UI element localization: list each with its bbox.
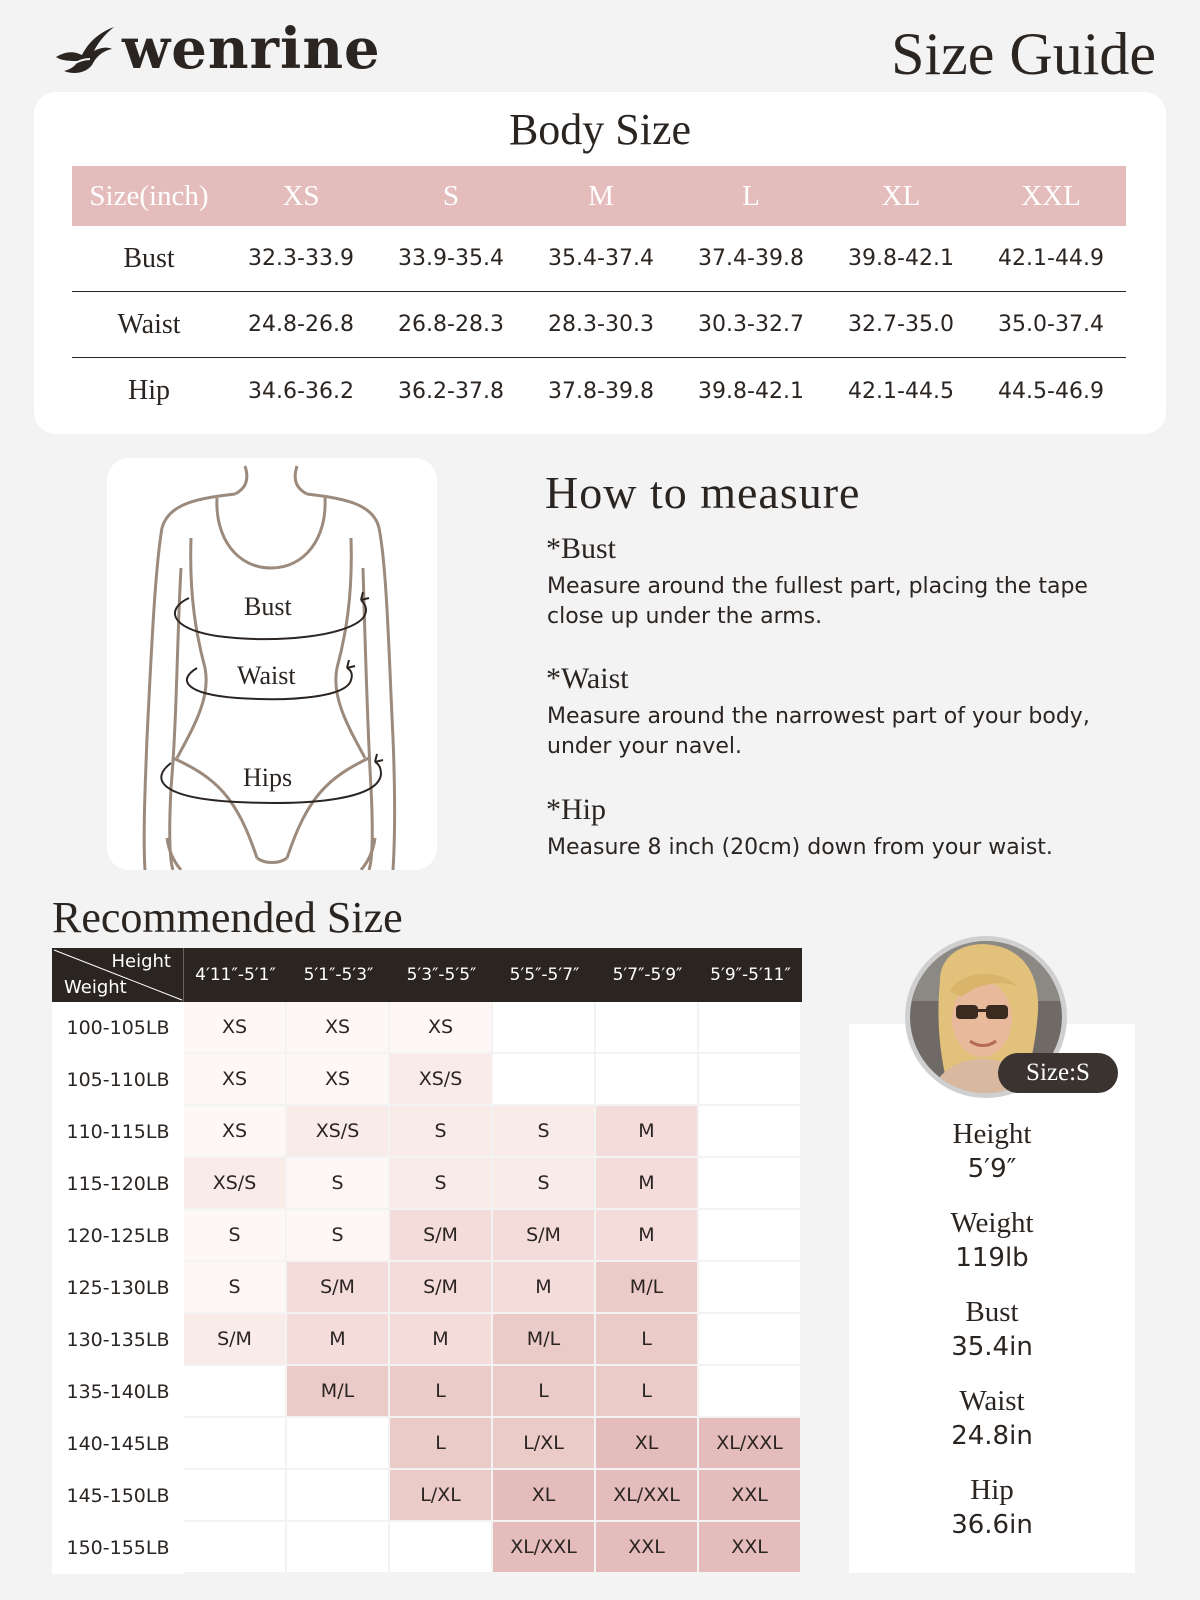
model-stat-height <box>849 1116 1135 1186</box>
weight-label: 105-110LB <box>66 1069 170 1091</box>
size-cell <box>287 1522 390 1574</box>
table-row <box>72 226 1126 292</box>
size-cell: S/M <box>493 1210 596 1262</box>
table-row <box>72 292 1126 358</box>
waist-instruction: Measure around the narrowest part of your body, under your navel. <box>547 704 1090 759</box>
size-cell: XL/XXL <box>699 1418 802 1470</box>
table-row <box>72 358 1126 424</box>
size-cell: XS <box>184 1002 287 1054</box>
size-cell: S <box>287 1210 390 1262</box>
size-cell: M/L <box>287 1366 390 1418</box>
size-cell <box>699 1262 802 1314</box>
hip-instruction: Measure 8 inch (20cm) down from your waist. <box>547 835 1053 860</box>
size-cell: L <box>390 1366 493 1418</box>
header-cell: L <box>742 179 760 212</box>
size-cell: S/M <box>287 1262 390 1314</box>
bust-instruction: Measure around the fullest part, placing the tape close up under the arms. <box>547 574 1088 629</box>
size-cell <box>596 1002 699 1054</box>
table-cell: 33.9-35.4 <box>398 246 504 271</box>
size-cell: S/M <box>184 1314 287 1366</box>
size-cell: XS <box>184 1106 287 1158</box>
row-label: Waist <box>117 308 181 340</box>
recommended-table-body <box>52 1002 802 1574</box>
table-cell: 35.4-37.4 <box>548 246 654 271</box>
header-cell: XXL <box>1021 179 1081 212</box>
model-stat-hip <box>849 1472 1135 1542</box>
weight-label: 120-125LB <box>66 1225 170 1247</box>
size-cell <box>699 1106 802 1158</box>
brand-name: wenrine <box>122 16 381 82</box>
height-header: 4′11″-5′1″ <box>195 965 276 985</box>
size-cell: M <box>287 1314 390 1366</box>
body-size-table <box>72 166 1126 424</box>
table-cell: 44.5-46.9 <box>998 378 1104 404</box>
size-cell: L/XL <box>493 1418 596 1470</box>
size-cell <box>699 1366 802 1418</box>
waist-heading: *Waist <box>546 662 629 695</box>
header-cell: S <box>442 179 460 212</box>
bust-heading: *Bust <box>546 532 617 565</box>
table-cell: 39.8-42.1 <box>848 246 954 271</box>
how-to-measure-title: How to measure <box>545 467 861 518</box>
weight-label: 145-150LB <box>66 1485 170 1507</box>
table-row <box>52 1210 802 1262</box>
table-cell: 26.8-28.3 <box>398 312 504 337</box>
recommended-size-title: Recommended Size <box>52 893 403 942</box>
size-cell <box>699 1054 802 1106</box>
stat-value: 119lb <box>955 1243 1029 1273</box>
size-cell: XL/XXL <box>596 1470 699 1522</box>
table-cell: 30.3-32.7 <box>698 312 804 337</box>
model-stat-waist <box>849 1383 1135 1453</box>
size-cell: S <box>287 1158 390 1210</box>
size-cell: M <box>596 1210 699 1262</box>
size-cell <box>287 1470 390 1522</box>
table-cell: 32.7-35.0 <box>848 312 954 337</box>
height-header: 5′5″-5′7″ <box>509 965 580 985</box>
page-title: Size Guide <box>891 21 1156 87</box>
stat-label: Waist <box>959 1385 1025 1417</box>
weight-label: 140-145LB <box>66 1433 170 1455</box>
table-cell: 34.6-36.2 <box>248 378 354 404</box>
size-cell: XL/XXL <box>493 1522 596 1574</box>
header-cell: M <box>588 179 614 212</box>
size-cell: S/M <box>390 1210 493 1262</box>
row-label: Hip <box>128 375 170 406</box>
size-cell: L <box>596 1314 699 1366</box>
body-size-card <box>34 92 1166 434</box>
size-cell: M/L <box>493 1314 596 1366</box>
size-cell: XL <box>596 1418 699 1470</box>
size-cell: S/M <box>390 1262 493 1314</box>
stat-value: 36.6in <box>951 1510 1033 1540</box>
weight-label: 150-155LB <box>66 1537 170 1559</box>
weight-label: 110-115LB <box>66 1121 170 1143</box>
stat-label: Bust <box>965 1296 1019 1328</box>
size-cell: XS <box>184 1054 287 1106</box>
table-cell: 35.0-37.4 <box>998 312 1104 337</box>
size-cell: L <box>596 1366 699 1418</box>
header-cell: XS <box>282 179 320 212</box>
stat-label: Weight <box>950 1207 1034 1239</box>
table-row <box>52 1262 802 1314</box>
table-cell: 37.8-39.8 <box>548 378 654 404</box>
size-cell: S <box>390 1106 493 1158</box>
recommended-size-table <box>52 948 802 1574</box>
size-cell: XS/S <box>287 1106 390 1158</box>
weight-label: 115-120LB <box>66 1173 170 1195</box>
size-cell <box>184 1522 287 1574</box>
brand-logo <box>52 14 381 84</box>
height-header: 5′1″-5′3″ <box>303 965 374 985</box>
table-row <box>52 1418 802 1470</box>
model-stat-bust <box>849 1294 1135 1364</box>
body-measure-figure <box>107 458 437 870</box>
body-size-header-row <box>72 166 1126 226</box>
weight-label: 100-105LB <box>66 1017 170 1039</box>
size-cell <box>699 1314 802 1366</box>
stat-value: 35.4in <box>951 1332 1033 1362</box>
size-cell: M <box>390 1314 493 1366</box>
size-cell: XS <box>287 1054 390 1106</box>
swallow-bird-icon <box>52 21 116 77</box>
header-cell: Size(inch) <box>89 179 209 212</box>
table-row <box>52 1366 802 1418</box>
table-cell: 42.1-44.9 <box>998 246 1104 271</box>
size-cell: XXL <box>596 1522 699 1574</box>
header-cell: XL <box>881 179 921 212</box>
hips-label: Hips <box>243 763 293 792</box>
height-header: 5′3″-5′5″ <box>406 965 477 985</box>
size-cell: S <box>493 1158 596 1210</box>
size-cell: M/L <box>596 1262 699 1314</box>
table-cell: 32.3-33.9 <box>248 246 354 271</box>
stat-value: 5′9″ <box>967 1154 1017 1184</box>
weight-axis-label: Weight <box>64 977 127 998</box>
size-cell: M <box>493 1262 596 1314</box>
bust-label: Bust <box>244 592 292 621</box>
recommended-header-row <box>52 948 802 1002</box>
size-cell <box>699 1158 802 1210</box>
weight-label: 135-140LB <box>66 1381 170 1403</box>
row-label: Bust <box>123 242 175 274</box>
size-cell <box>390 1522 493 1574</box>
size-cell: XS <box>287 1002 390 1054</box>
table-cell: 28.3-30.3 <box>548 312 654 337</box>
size-cell: XS/S <box>390 1054 493 1106</box>
size-cell: L <box>390 1418 493 1470</box>
size-cell: S <box>493 1106 596 1158</box>
table-cell: 37.4-39.8 <box>698 246 804 271</box>
stat-value: 24.8in <box>951 1421 1033 1451</box>
table-row <box>52 1314 802 1366</box>
table-row <box>52 1054 802 1106</box>
size-cell <box>596 1054 699 1106</box>
size-badge: Size:S <box>998 1053 1118 1093</box>
size-cell: M <box>596 1106 699 1158</box>
size-cell: L/XL <box>390 1470 493 1522</box>
table-row <box>52 1158 802 1210</box>
table-cell: 36.2-37.8 <box>398 378 504 404</box>
height-header: 5′9″-5′11″ <box>710 965 791 985</box>
table-corner <box>52 948 184 1002</box>
table-row <box>52 1106 802 1158</box>
size-cell: XL <box>493 1470 596 1522</box>
size-cell: M <box>596 1158 699 1210</box>
table-row <box>52 1470 802 1522</box>
weight-label: 125-130LB <box>66 1277 170 1299</box>
size-cell: XXL <box>699 1522 802 1574</box>
size-cell <box>699 1210 802 1262</box>
model-stat-weight <box>849 1205 1135 1275</box>
stat-label: Hip <box>970 1474 1014 1506</box>
size-cell: XXL <box>699 1470 802 1522</box>
table-row <box>52 1522 802 1574</box>
size-cell: S <box>184 1210 287 1262</box>
body-size-title: Body Size <box>508 105 692 154</box>
size-cell <box>493 1002 596 1054</box>
size-cell <box>287 1418 390 1470</box>
weight-label: 130-135LB <box>66 1329 170 1351</box>
table-cell: 42.1-44.5 <box>848 378 954 404</box>
size-cell <box>493 1054 596 1106</box>
hip-heading: *Hip <box>546 793 606 826</box>
height-header: 5′7″-5′9″ <box>612 965 683 985</box>
size-cell: S <box>390 1158 493 1210</box>
size-cell: S <box>184 1262 287 1314</box>
table-cell: 39.8-42.1 <box>698 378 804 404</box>
size-cell <box>184 1366 287 1418</box>
size-cell: L <box>493 1366 596 1418</box>
table-cell: 24.8-26.8 <box>248 312 354 337</box>
size-cell <box>184 1418 287 1470</box>
waist-label: Waist <box>237 661 296 690</box>
table-row <box>52 1002 802 1054</box>
stat-label: Height <box>952 1118 1032 1150</box>
height-axis-label: Height <box>111 951 171 972</box>
size-cell <box>699 1002 802 1054</box>
size-cell: XS <box>390 1002 493 1054</box>
size-cell <box>184 1470 287 1522</box>
size-cell: XS/S <box>184 1158 287 1210</box>
